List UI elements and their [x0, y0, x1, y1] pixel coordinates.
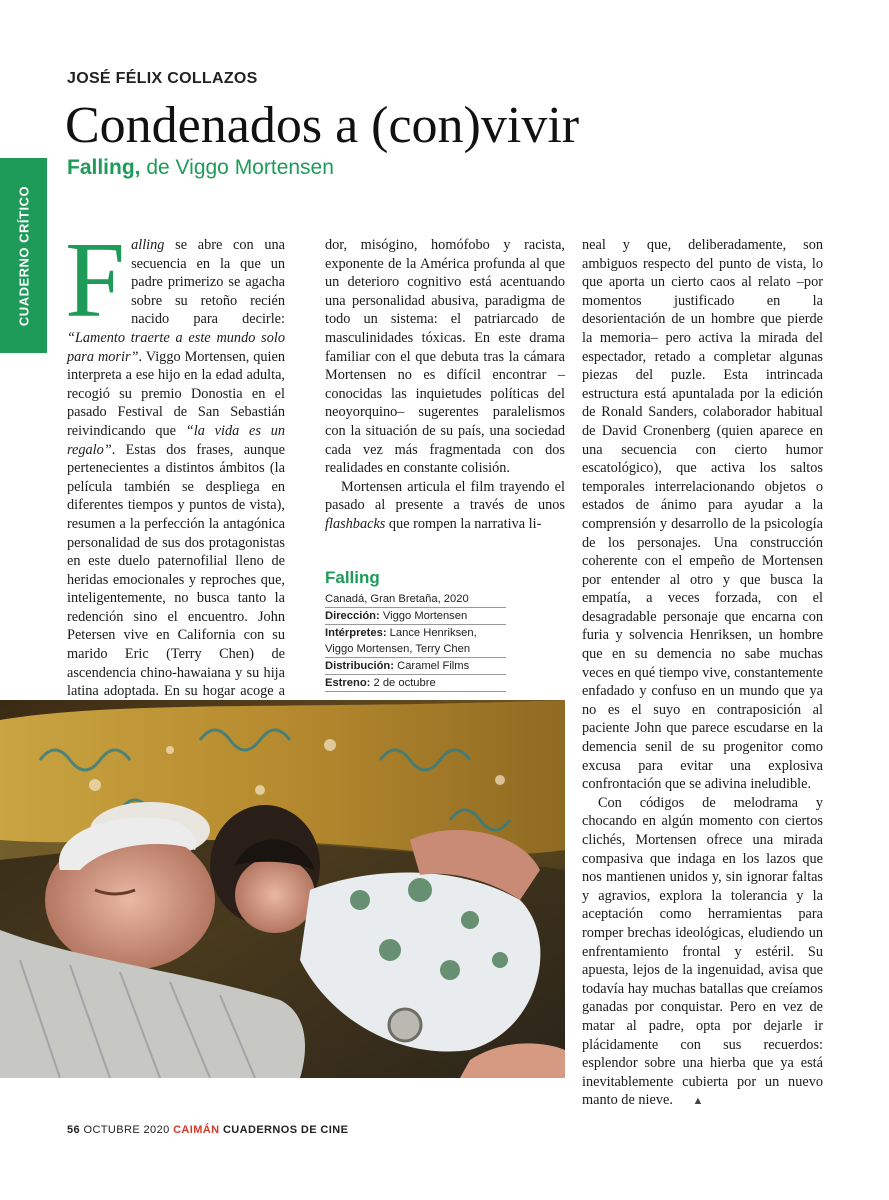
- magazine-brand: CAIMÁN: [173, 1124, 220, 1136]
- text-run: . Viggo Mortensen, quien interpreta a ese hijo en la edad adulta, recogió su premio Donostia en el pasado Festival de San Sebastián reivindicando que: [67, 348, 286, 439]
- article-column-2: [325, 236, 565, 534]
- film-infobox: [325, 567, 506, 692]
- article-subtitle: [67, 156, 334, 180]
- infobox-direction: [325, 608, 506, 625]
- quote: “la vida es un regalo”: [67, 422, 285, 458]
- infobox-value: Lance Henriksen, Viggo Mortensen, Terry Chen: [325, 627, 477, 655]
- infobox-label: Distribución:: [325, 660, 394, 672]
- paragraph: neal y que, deliberadamente, son ambiguos respecto del punto de vista, lo que aporta un cierto caos al relato –por momentos justificado en la desorientación de un hombre que pierde la memoria– pero activa la mirada del espectador, retado a completar algunas piezas del puzle. Esta intrincada estructura está apuntalada por la edición de Ronald Sanders, colaborador habitual de David Cronenberg (quien aparece en una secuencia con cierto humor escatológico), que activa los saltos temporales interrelacionando objetos o estados de ánimo para ayudar a la comprensión y desarrollo de la psicología de los personajes. Una construcción coherente con el empeño de Mortensen por entender al otro y que busca la empatía, a veces forzada, con el desagradable personaje que encarna con furia y solvencia Henriksen, un hombre que en su demencia no sabe muchas veces en qué tiempo vive, constantemente enfadado y confuso en un mundo que ya no es el suyo en contraposición al paciente John que parece escudarse en la demencia senil de su progenitor como excusa para evitar una explosiva confrontación que se adivina ineludible.: [582, 237, 823, 793]
- text-run: Con códigos de melodrama y chocando en algún momento con ciertos clichés, Mortensen ofrece una mirada compasiva que indaga en los lazos que nos mantienen unidos y, sin ignorar faltas y agravios, explora la tolerancia y la aceptación como herramientas para romper brechas ideológicas, eludiendo un enfrentamiento frontal y estéril. Su apuesta, lejos de la ingenuidad, avisa que todavía hay muchas batallas que creíamos ganadas por conquistar. Pero en vez de matar al padre, opta por dejarle ir plácidamente con sus recuerdos: esplendor sobre una hierba que ya está inevitablemente cubierta por un nuevo manto de nieve.: [582, 794, 823, 1109]
- infobox-label: Estreno:: [325, 677, 371, 689]
- end-mark-icon: ▲: [692, 1095, 704, 1108]
- intro-italic: alling: [131, 237, 165, 253]
- subtitle-rest: de Viggo Mortensen: [140, 156, 334, 179]
- article-title: Condenados a (con)vivir: [65, 97, 580, 154]
- infobox-value: Viggo Mortensen: [379, 610, 468, 622]
- infobox-value: Caramel Films: [394, 660, 470, 672]
- page-number: 56: [67, 1124, 81, 1136]
- infobox-origin: Canadá, Gran Bretaña, 2020: [325, 591, 506, 608]
- paragraph: dor, misógino, homófobo y racista, exponente de la América profunda al que un deterioro cognitivo está acentuando una personalidad abusiva, paradigma de todo un sistema: el patriarcado de masculinidades tóxicas. En este drama familiar con el que debuta tras la cámara Mortensen no es difícil encontrar –conocidas las inquietudes políticas del neoyorquino– sugerentes paralelismos con la situación de su país, una sociedad cada vez más fragmentada con dos realidades en constante colisión.: [325, 237, 565, 477]
- issue-date: OCTUBRE 2020: [80, 1124, 174, 1136]
- text-run: . Estas dos frases, aunque pertenecientes a distintos ámbitos (la película también se despliega en diferentes tiempos y puntos de vista), resumen a la perfección la antagónica personalidad de sus dos protagonistas en este duelo paternofilial lleno de heridas emocionales y reproches que, inteligentemente, no busca tanto la redención sino el encuentro. John Petersen vive en California con su marido Eric (Terry Chen) de ascendencia chino-hawaiana y su hija latina adoptada. En su hogar acoge a: [67, 441, 285, 700]
- subtitle-film: Falling,: [67, 156, 141, 179]
- paragraph: [65, 221, 286, 738]
- infobox-cast: [325, 625, 506, 658]
- paragraph: [325, 478, 565, 534]
- text-run: Mortensen articula el film trayendo el pasado al presente a través de unos: [325, 478, 565, 514]
- film-still-photo: [0, 700, 565, 1078]
- infobox-title: Falling: [325, 568, 380, 587]
- page-footer: [67, 1124, 348, 1136]
- infobox-label: Dirección:: [325, 610, 380, 622]
- infobox-release: [325, 675, 506, 692]
- infobox-distribution: [325, 658, 506, 675]
- author-byline: JOSÉ FÉLIX COLLAZOS: [67, 70, 258, 87]
- quote: “Lamento traerte a este mundo solo para morir”: [67, 329, 285, 365]
- drop-cap: F: [65, 221, 126, 340]
- infobox-label: Intérpretes:: [325, 627, 387, 639]
- section-tab: [0, 158, 47, 353]
- publication-name: CUADERNOS DE CINE: [219, 1124, 349, 1136]
- italic-term: flashbacks: [325, 515, 386, 532]
- section-tab-label: CUADERNO CRÍTICO: [16, 185, 31, 326]
- text-run: se abre con una secuencia en la que un padre primerizo se agacha sobre su retoño recién nacido para decirle:: [131, 237, 285, 328]
- article-column-3: [582, 236, 823, 1111]
- article-column-1: [65, 221, 286, 738]
- text-run: que rompen la narrativa li-: [385, 515, 542, 532]
- infobox-value: 2 de octubre: [370, 677, 436, 689]
- photo-illustration: [0, 700, 565, 1078]
- paragraph: [582, 794, 823, 1111]
